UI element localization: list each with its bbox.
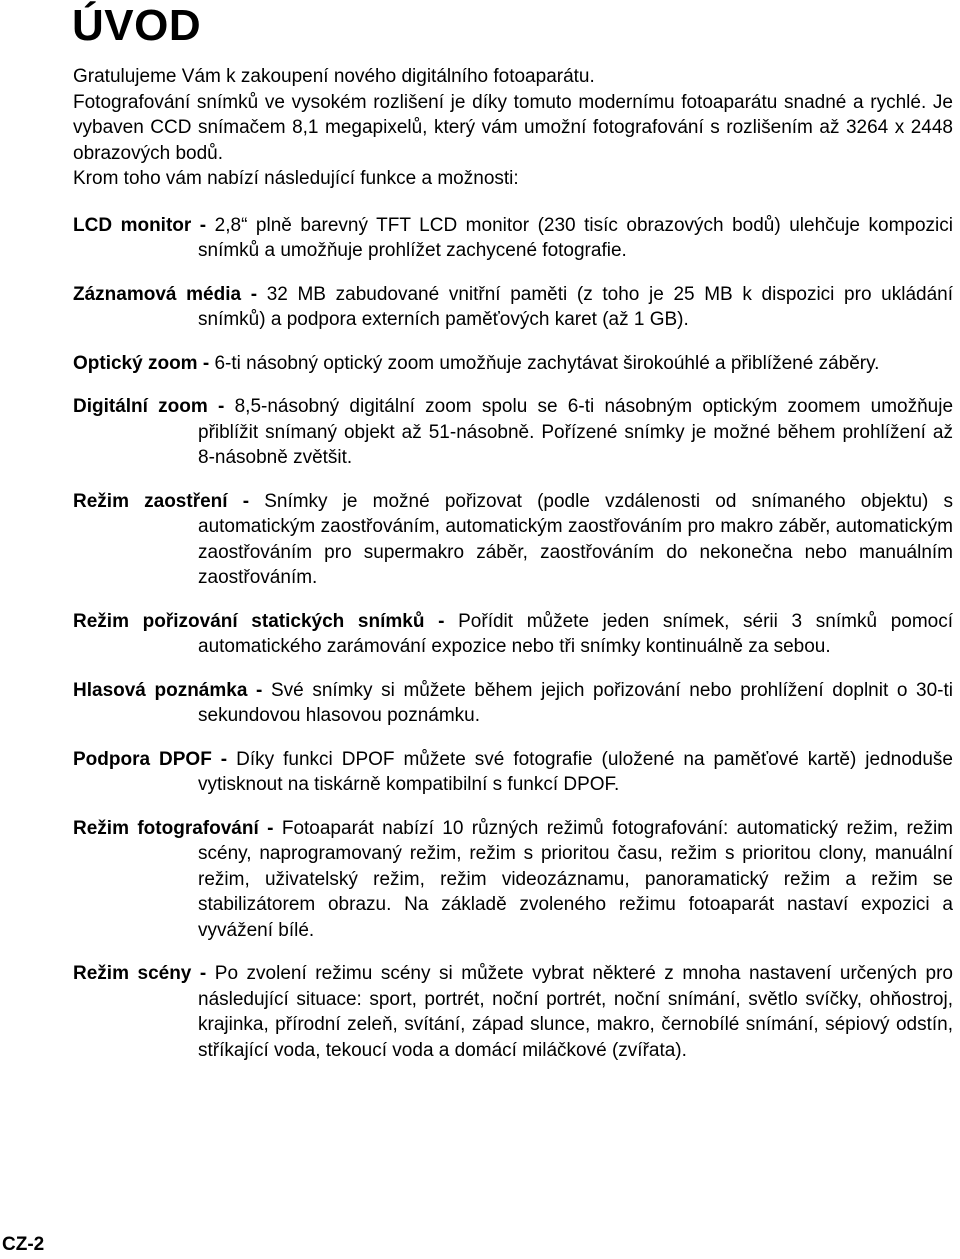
feature-term: LCD monitor - [73,214,207,236]
feature-description: Fotoaparát nabízí 10 různých režimů fotografování: automatický režim, režim scény, naprogramovaný režim, režim s prioritou času, režim s prioritou clony, manuální režim, uživatelský režim, režim videozáznamu, panoramatický režim a režim se stabilizátorem obrazu. Na základě zvoleného režimu fotoaparát nastaví expozici a vyvážení bílé. [198,817,953,941]
feature-shooting-mode [73,816,953,944]
feature-term: Záznamová média - [73,283,258,305]
intro-lead-in: Krom toho vám nabízí následující funkce a možnosti: [73,168,519,189]
feature-voice-memo [73,678,953,729]
feature-term: Režim scény - [73,963,207,984]
page-title: ÚVOD [72,1,202,50]
feature-dpof-support [73,747,953,798]
feature-description: Snímky je možné pořizovat (podle vzdálenosti od snímaného objektu) s automatickým zaostřováním, automatickým zaostřováním pro makro záběr, automatickým zaostřováním pro supermakro záběr, zaostřováním do nekonečna nebo manuálním zaostřováním. [198,490,954,588]
feature-description: Po zvolení režimu scény si můžete vybrat některé z mnoha nastavení určených pro následující situace: sport, portrét, noční portrét, noční snímání, světlo svíčky, ohňostroj, krajinka, přírodní zeleň, svítání, západ slunce, makro, černobílé snímání, sépiový odstín, stříkající voda, tekoucí voda a domácí miláčkové (zvířata). [198,963,953,1061]
feature-scene-mode [73,961,953,1063]
feature-description: Díky funkci DPOF můžete své fotografie (uložené na paměťové kartě) jednoduše vytisknout na tiskárně kompatibilní s funkcí DPOF. [198,748,953,795]
feature-still-capture-mode [73,609,953,660]
intro-description: Fotografování snímků ve vysokém rozlišení je díky tomuto modernímu fotoaparátu snadné a rychlé. Je vybaven CCD snímačem 8,1 megapixelů, který vám umožní fotografování s rozlišením až 3264 x 2448 obrazových bodů. [73,91,953,164]
feature-description: 32 MB zabudované vnitřní paměti (z toho je 25 MB k dispozici pro ukládání snímků) a podpora externích paměťových karet (až 1 GB). [198,283,953,330]
feature-description: 8,5-násobný digitální zoom spolu se 6-ti násobným optickým zoomem umožňuje přiblížit snímaný objekt až 51-násobně. Pořízené snímky je možné během prohlížení až 8-násobně zvětšit. [198,396,954,468]
feature-term: Hlasová poznámka - [73,679,263,701]
feature-description: Pořídit můžete jeden snímek, sérii 3 snímků pomocí automatického zarámování expozice nebo tři snímky kontinuálně za sebou. [198,610,953,657]
feature-lcd-monitor [73,213,953,264]
intro-greeting: Gratulujeme Vám k zakoupení nového digitálního fotoaparátu. [73,66,595,87]
feature-list [73,213,953,1064]
feature-storage-media [73,282,953,333]
feature-description: 6-ti násobný optický zoom umožňuje zachytávat širokoúhlé a přiblížené záběry. [214,352,880,374]
feature-term: Optický zoom - [73,352,210,374]
feature-term: Podpora DPOF - [73,748,228,770]
feature-digital-zoom [73,394,953,471]
page-number: CZ-2 [2,1234,45,1255]
feature-optical-zoom [73,351,953,377]
feature-description: Své snímky si můžete během jejich pořizování nebo prohlížení doplnit o 30-ti sekundovou hlasovou poznámku. [198,679,954,726]
feature-term: Digitální zoom - [73,396,225,417]
page-content [73,64,953,1081]
feature-term: Režim pořizování statických snímků - [73,610,445,632]
feature-description: 2,8“ plně barevný TFT LCD monitor (230 tisíc obrazových bodů) ulehčuje kompozici snímků a umožňuje prohlížet zachycené fotografie. [198,214,953,261]
intro-section [73,64,953,192]
feature-focus-mode [73,489,953,591]
feature-term: Režim zaostření - [73,490,250,512]
feature-term: Režim fotografování - [73,817,274,839]
